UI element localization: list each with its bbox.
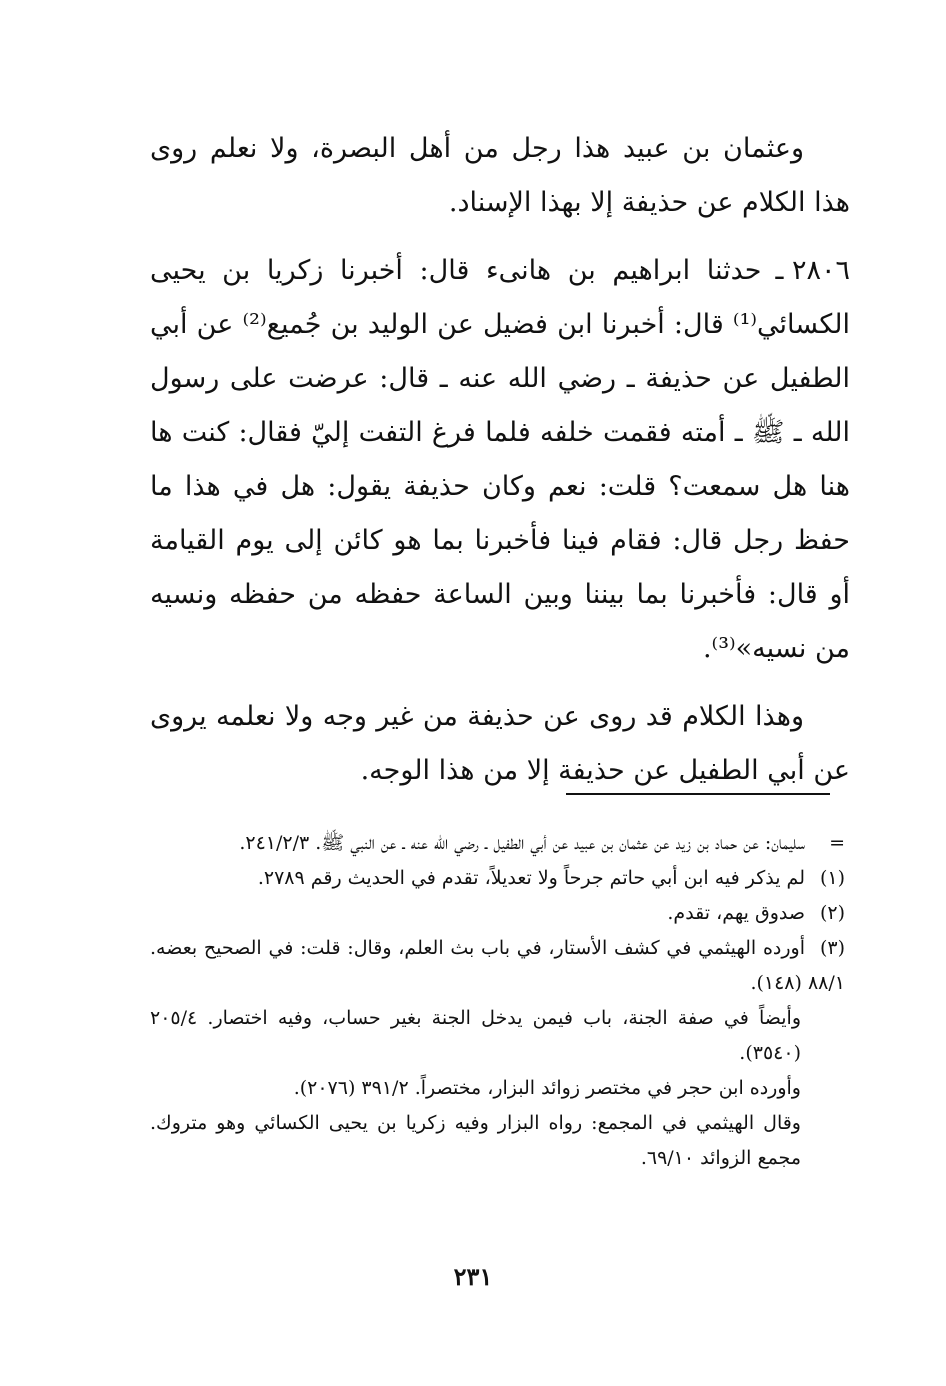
- footnote-2-marker: (٢): [819, 902, 845, 924]
- main-text-block: [150, 122, 850, 798]
- paragraph-intro: وعثمان بن عبيد هذا رجل من أهل البصرة، ولا نعلم روى هذا الكلام عن حذيفة إلا بهذا الإسناد.: [150, 133, 850, 218]
- footnote-3-part-c: وأورده ابن حجر في مختصر زوائد البزار، مختصراً. ٣٩١/٢ (٢٠٧٦).: [293, 1077, 801, 1099]
- footnote-continuation: [150, 826, 845, 861]
- hadith-number: ٢٨٠٦ ـ: [775, 255, 850, 286]
- footnote-continuation-marker: =: [829, 832, 845, 854]
- footnote-continuation-text: سليمان: عن حماد بن زيد عن عثمان بن عبيد عن أبي الطفيل ـ رضي الله عنه ـ عن النبي ﷺ. ٢٤١/٢/٣.: [239, 832, 805, 854]
- hadith-text: حدثنا ابراهيم بن هانىء قال: أخبرنا زكريا بن يحيى الكسائي⁽¹⁾ قال: أخبرنا ابن فضيل عن الوليد بن جُميع⁽²⁾ عن أبي الطفيل عن حذيفة ـ رضي الله عنه ـ قال: عرضت على رسول الله ـ ﷺ ـ أمته فقمت خلفه فلما فرغ التفت إليّ فقال: كنت ها هنا هل سمعت؟ قلت: نعم وكان حذيفة يقول: هل في هذا ما حفظ رجل قال: فقام فينا فأخبرنا بما هو كائن إلى يوم القيامة أو قال: فأخبرنا بما بيننا وبين الساعة حفظه من حفظه ونسيه من نسيه»⁽³⁾.: [150, 255, 850, 664]
- footnote-1: [150, 861, 845, 896]
- footnote-1-marker: (١): [819, 867, 845, 889]
- footnote-2-text: صدوق يهم، تقدم.: [667, 902, 805, 924]
- footnote-3: [150, 931, 845, 1001]
- footnote-2: [150, 896, 845, 931]
- footnote-3-text: أورده الهيثمي في كشف الأستار، في باب بث العلم، وقال: قلت: في الصحيح بعضه. ٨٨/١ (١٤٨).: [150, 937, 845, 994]
- hadith-entry: [150, 244, 850, 676]
- page-number: ٢٣١: [453, 1262, 493, 1291]
- footnote-3-part-d: وقال الهيثمي في المجمع: رواه البزار وفيه زكريا بن يحيى الكسائي وهو متروك. مجمع الزوائد ٦٩/١٠.: [150, 1112, 801, 1169]
- footnote-3-marker: (٣): [819, 937, 845, 959]
- footnote-separator: [566, 793, 830, 795]
- footnote-3-part-b: وأيضاً في صفة الجنة، باب فيمن يدخل الجنة بغير حساب، وفيه اختصار. ٢٠٥/٤ (٣٥٤٠).: [150, 1007, 801, 1064]
- footnote-1-text: لم يذكر فيه ابن أبي حاتم جرحاً ولا تعديلاً، تقدم في الحديث رقم ٢٧٨٩.: [257, 867, 805, 889]
- footnotes-block: [150, 826, 845, 1176]
- paragraph-closing: وهذا الكلام قد روى عن حذيفة من غير وجه ولا نعلمه يروى عن أبي الطفيل عن حذيفة إلا من هذا الوجه.: [150, 701, 850, 786]
